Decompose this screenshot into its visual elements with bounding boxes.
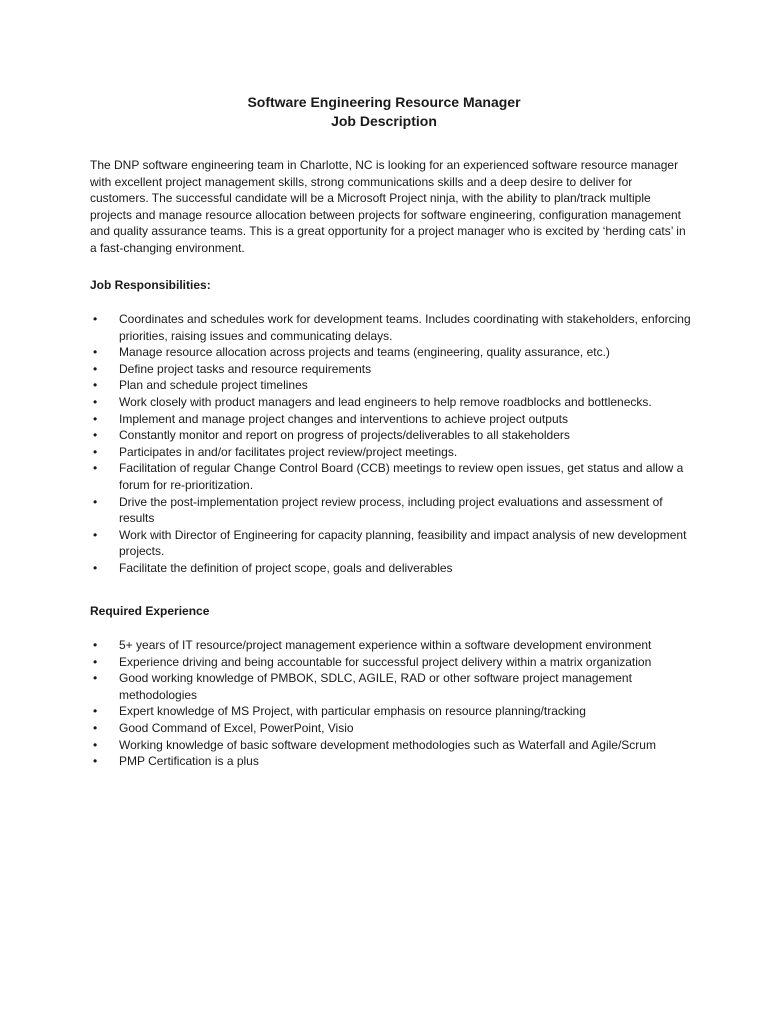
list-item <box>90 411 700 428</box>
title-line-1: Software Engineering Resource Manager <box>247 94 521 110</box>
list-item-text: Constantly monitor and report on progress of projects/deliverables to all stakeholders <box>119 428 570 443</box>
list-item <box>90 527 700 560</box>
experience-list <box>90 637 700 770</box>
list-item <box>90 753 700 770</box>
bullet-icon: • <box>93 704 98 719</box>
list-item-text: Expert knowledge of MS Project, with particular emphasis on resource planning/tracking <box>119 704 586 719</box>
list-item-text: Working knowledge of basic software development methodologies such as Waterfall and Agile/Scrum <box>119 737 656 752</box>
list-item-text: Coordinates and schedules work for development teams. Includes coordinating with stakeholders, enforcing priorities, raising issues and communicating delays. <box>119 312 691 343</box>
list-item <box>90 670 700 703</box>
list-item-text: Good Command of Excel, PowerPoint, Visio <box>119 720 354 735</box>
list-item <box>90 494 700 527</box>
bullet-icon: • <box>93 345 98 360</box>
list-item-text: Facilitation of regular Change Control Board (CCB) meetings to review open issues, get status and allow a forum for re-prioritization. <box>119 461 684 492</box>
list-item-text: Work closely with product managers and lead engineers to help remove roadblocks and bottlenecks. <box>119 394 652 409</box>
list-item-text: Plan and schedule project timelines <box>119 378 308 393</box>
list-item <box>90 427 700 444</box>
list-item <box>90 737 700 754</box>
experience-heading: Required Experience <box>90 604 210 618</box>
list-item <box>90 444 700 461</box>
bullet-icon: • <box>93 560 98 575</box>
list-item-text: Drive the post-implementation project review process, including project evaluations and assessment of results <box>119 494 663 526</box>
bullet-icon: • <box>93 638 98 652</box>
list-item-text: Manage resource allocation across projects and teams (engineering, quality assurance, etc.) <box>119 345 610 360</box>
list-item <box>90 394 700 411</box>
list-item <box>90 460 700 493</box>
list-item-text: Work with Director of Engineering for capacity planning, feasibility and impact analysis of new development projects. <box>119 527 687 559</box>
title-line-2: Job Description <box>331 113 437 129</box>
bullet-icon: • <box>93 428 98 443</box>
bullet-icon: • <box>93 527 98 542</box>
list-item-text: Good working knowledge of PMBOK, SDLC, AGILE, RAD or other software project management methodologies <box>119 671 632 702</box>
list-item <box>90 654 700 671</box>
list-item-text: Facilitate the definition of project scope, goals and deliverables <box>119 560 453 575</box>
bullet-icon: • <box>93 671 98 686</box>
bullet-icon: • <box>93 444 98 459</box>
bullet-icon: • <box>93 312 98 326</box>
list-item-text: PMP Certification is a plus <box>119 754 259 769</box>
list-item <box>90 361 700 378</box>
bullet-icon: • <box>93 654 98 669</box>
list-item <box>90 637 700 654</box>
bullet-icon: • <box>93 737 98 752</box>
list-item <box>90 560 700 577</box>
bullet-icon: • <box>93 754 98 769</box>
responsibilities-list <box>90 311 700 577</box>
bullet-icon: • <box>93 494 98 509</box>
bullet-icon: • <box>93 461 98 476</box>
document-title <box>0 93 768 131</box>
bullet-icon: • <box>93 378 98 393</box>
bullet-icon: • <box>93 411 98 426</box>
list-item <box>90 311 700 344</box>
intro-paragraph: The DNP software engineering team in Charlotte, NC is looking for an experienced software resource manager with excellent project management skills, strong communications skills and a deep desire to deliver for customers. The successful candidate will be a Microsoft Project ninja, with the ability to plan/track multiple projects and manage resource allocation between projects for software engineering, configuration management and quality assurance teams. This is a great opportunity for a project manager who is excited by ‘herding cats’ in a fast-changing environment. <box>90 158 686 255</box>
responsibilities-heading: Job Responsibilities: <box>90 278 211 292</box>
bullet-icon: • <box>93 394 98 409</box>
list-item <box>90 344 700 361</box>
list-item <box>90 720 700 737</box>
list-item-text: Implement and manage project changes and interventions to achieve project outputs <box>119 411 568 426</box>
list-item-text: Experience driving and being accountable for successful project delivery within a matrix organization <box>119 654 652 669</box>
list-item <box>90 703 700 720</box>
bullet-icon: • <box>93 720 98 735</box>
bullet-icon: • <box>93 361 98 376</box>
list-item <box>90 377 700 394</box>
list-item-text: 5+ years of IT resource/project management experience within a software development environment <box>119 638 652 652</box>
list-item-text: Define project tasks and resource requirements <box>119 361 372 376</box>
list-item-text: Participates in and/or facilitates project review/project meetings. <box>119 444 458 459</box>
